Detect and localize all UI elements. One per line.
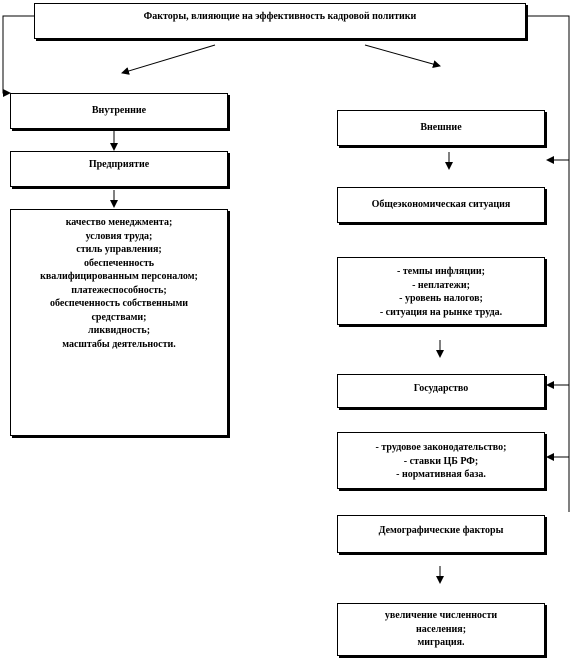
- arrow-title-left: [122, 45, 215, 73]
- internal-factor-item: платежеспособность;: [71, 284, 167, 296]
- economic-factors-box: [337, 257, 545, 325]
- demographic-factor-item: населения;: [415, 623, 467, 635]
- internal-factor-item: качество менеджмента;: [65, 217, 173, 228]
- internal-label: Внутренние: [91, 105, 147, 117]
- title-text: Факторы, влияющие на эффективность кадровой политики: [143, 11, 417, 22]
- internal-factor-item: масштабы деятельности.: [62, 338, 176, 350]
- internal-factor-item: ликвидность;: [87, 325, 151, 336]
- economic-label: Общеэкономическая ситуация: [371, 199, 511, 211]
- state-factors-box: [337, 432, 545, 489]
- demographic-factor-item: увеличение численности: [384, 610, 498, 621]
- demographic-box: [337, 515, 545, 553]
- internal-factor-item: квалифицированным персоналом;: [40, 271, 198, 282]
- demographic-factors-box: [337, 603, 545, 656]
- state-factor-item: - трудовое законодательство;: [375, 442, 507, 453]
- demographic-factor-item: миграция.: [417, 637, 465, 648]
- internal-factor-item: условия труда;: [85, 230, 153, 242]
- external-label: Внешние: [420, 122, 462, 134]
- economic-factor-item: - уровень налогов;: [399, 293, 483, 304]
- arrow-title-right: [365, 45, 440, 66]
- internal-factor-item: средствами;: [91, 311, 147, 323]
- enterprise-box: [10, 151, 228, 187]
- state-label: Государство: [413, 383, 469, 394]
- enterprise-label: Предприятие: [88, 159, 150, 170]
- internal-factor-item: обеспеченность: [83, 257, 155, 269]
- economic-box: [337, 187, 545, 223]
- economic-factor-item: - неплатежи;: [412, 279, 470, 291]
- state-factor-item: - ставки ЦБ РФ;: [403, 455, 479, 467]
- external-box: [337, 110, 545, 146]
- economic-factor-item: - ситуация на рынке труда.: [379, 306, 503, 318]
- left-rail: [3, 16, 34, 93]
- internal-factors-box: [10, 209, 228, 436]
- internal-factor-item: стиль управления;: [76, 244, 162, 255]
- internal-box: [10, 93, 228, 129]
- internal-factor-item: обеспеченность собственными: [49, 298, 189, 309]
- economic-factor-item: - темпы инфляции;: [397, 266, 485, 277]
- state-box: [337, 374, 545, 408]
- state-factor-item: - нормативная база.: [396, 469, 486, 480]
- demographic-label: Демографические факторы: [378, 525, 504, 536]
- title-box: [34, 3, 526, 39]
